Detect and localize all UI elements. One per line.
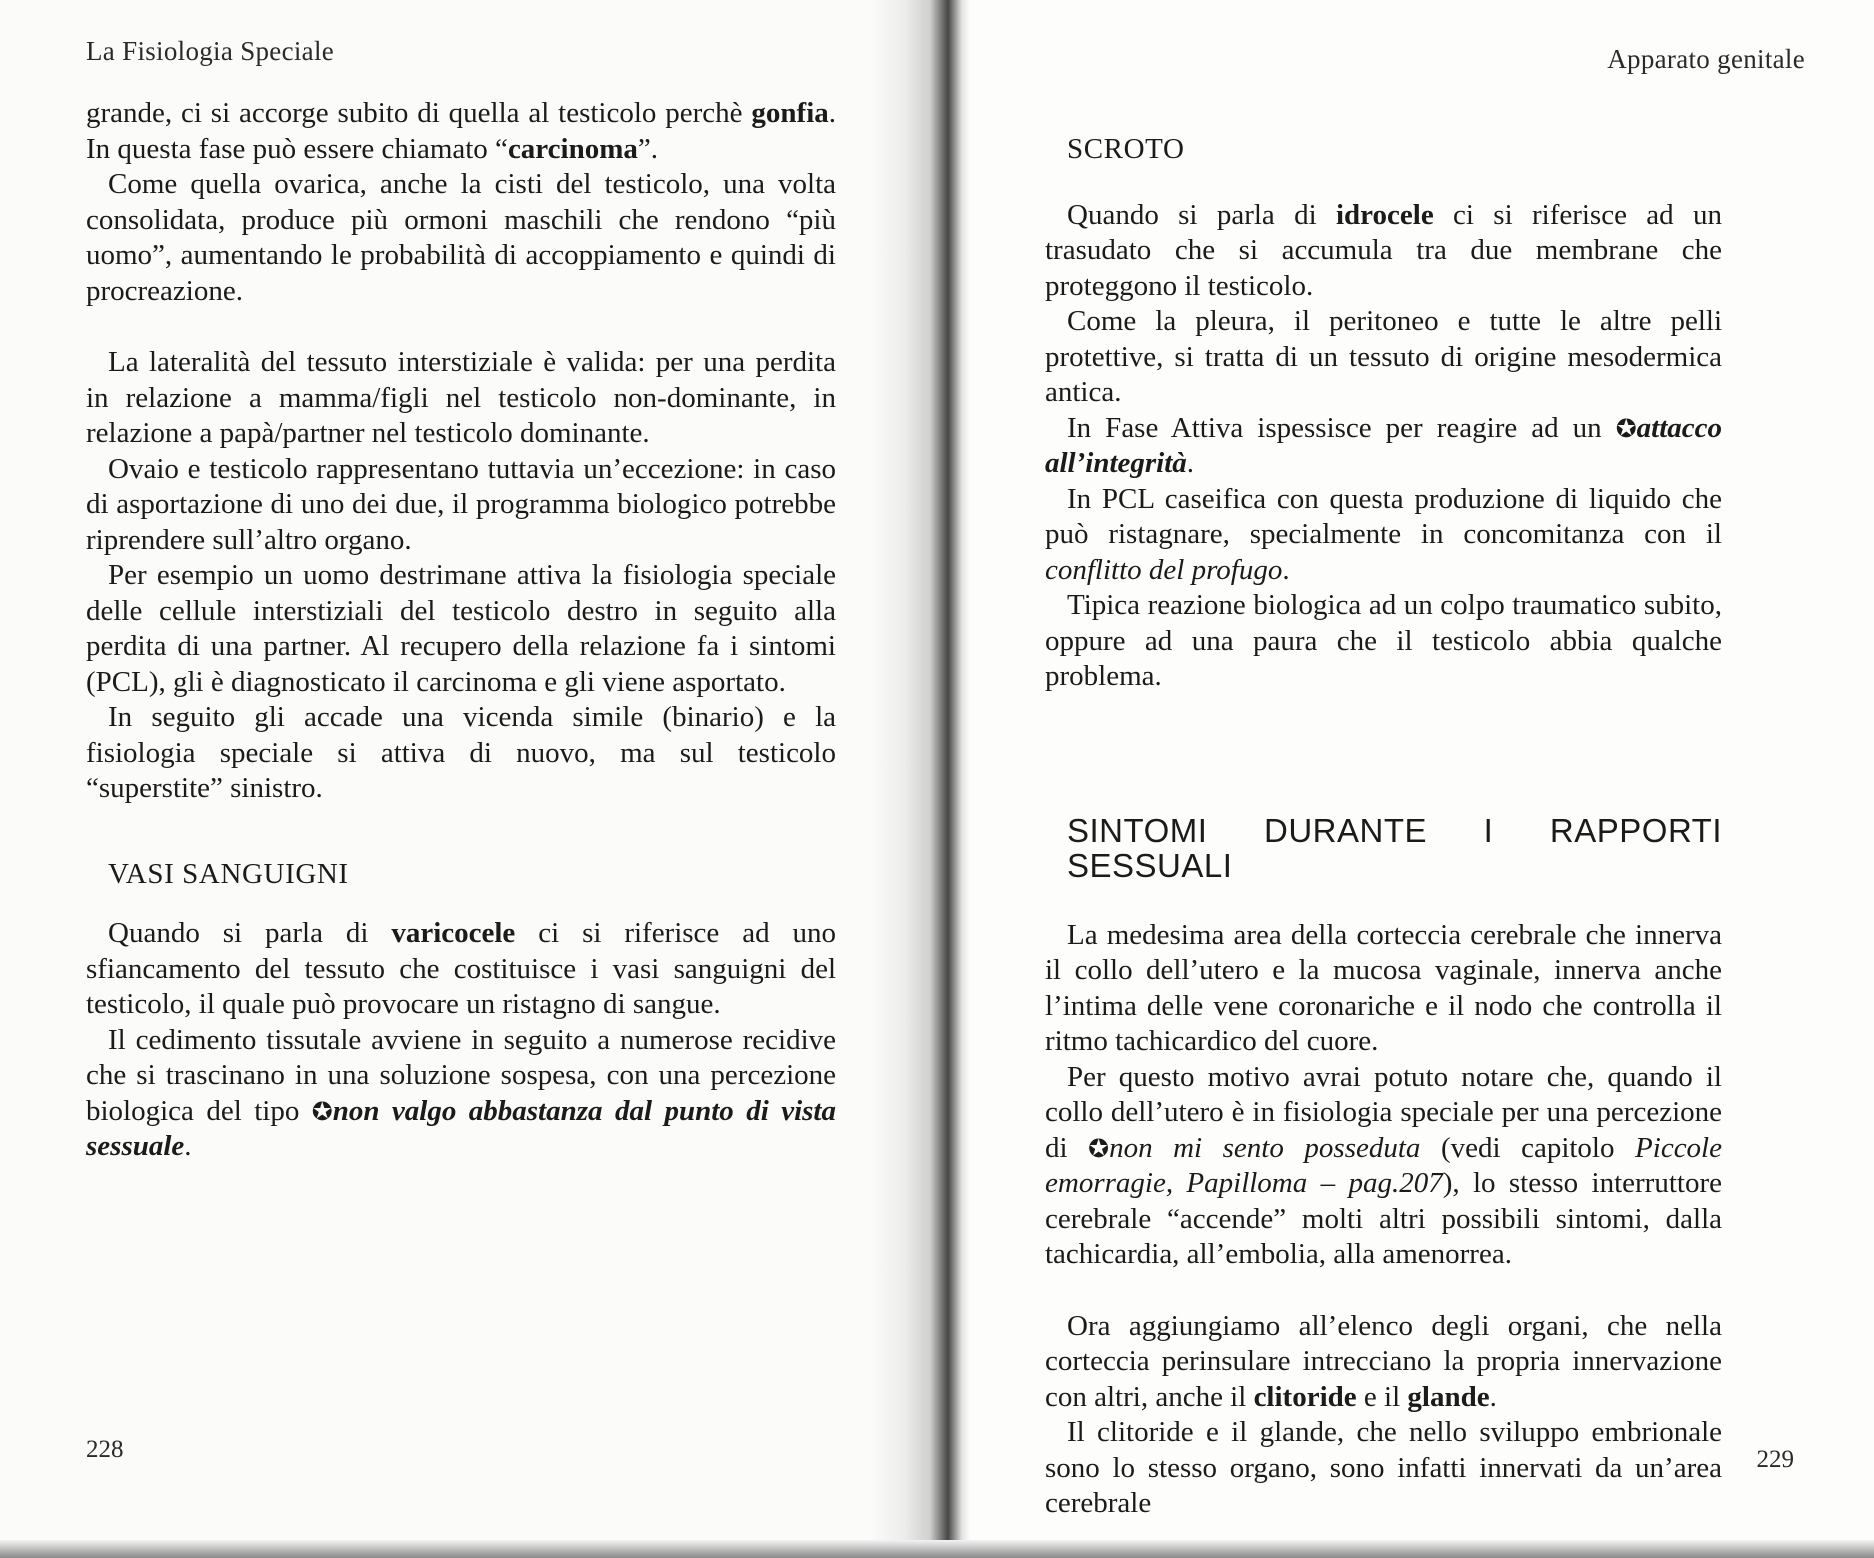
paragraph: La medesima area della corteccia cerebrale che innerva il collo dell’utero e la mucosa vaginale, innerva anche l’intima delle vene coronariche e il nodo che controlla il ritmo tachicardico del cuore. [1045,918,1722,1057]
section-heading: SINTOMI DURANTE I RAPPORTI SESSUALI [1067,811,1722,884]
star-icon: ✪ [311,1096,333,1126]
left-text-block [86,96,836,1165]
section-heading: VASI SANGUIGNI [108,857,349,890]
paragraph: grande, ci si accorge subito di quella al testicolo perchè gonfia. In questa fase può essere chiamato “carcinoma”. [86,97,836,165]
section-heading: SCROTO [1067,133,1185,165]
bold-term: varicocele [391,917,516,949]
running-head: Apparato genitale [1607,44,1805,74]
bold-italic-phrase: attacco all’integrità [1045,411,1722,479]
scan-bottom-edge [0,1540,1874,1558]
paragraph: Come quella ovarica, anche la cisti del testicolo, una volta consolidata, produce più ormoni maschili che rendono “più uomo”, aumentando le probabilità di accoppiamento e quindi di procreazione. [86,168,836,307]
paragraph: Ovaio e testicolo rappresentano tuttavia un’eccezione: in caso di asportazione di uno dei due, il programma biologico potrebbe riprendere sull’altro organo. [86,452,836,556]
paragraph: In PCL caseifica con questa produzione di liquido che può ristagnare, specialmente in concomitanza con il conflitto del profugo. [1045,482,1722,586]
paragraph: Quando si parla di idrocele ci si riferisce ad un trasudato che si accumula tra due membrane che proteggono il testicolo. [1045,198,1722,302]
paragraph: In seguito gli accade una vicenda simile (binario) e la fisiologia speciale si attiva di nuovo, ma sul testicolo “superstite” sinistro. [86,701,836,804]
paragraph: In Fase Attiva ispessisce per reagire ad un ✪attacco all’integrità. [1045,411,1722,479]
right-page [925,0,1874,1558]
page-number: 229 [1756,1446,1794,1473]
paragraph: Per esempio un uomo destrimane attiva la fisiologia speciale delle cellule interstiziali del testicolo destro in seguito alla perdita di una partner. Al recupero della relazione fa i sintomi (PCL), gli è diagnosticato il carcinoma e gli viene asportato. [86,559,836,698]
left-page [0,0,925,1558]
star-icon: ✪ [1615,413,1637,443]
bold-term: glande [1407,1380,1490,1413]
paragraph: La lateralità del tessuto interstiziale è valida: per una perdita in relazione a mamma/figli nel testicolo non-dominante, in relazione a papà/partner nel testicolo dominante. [86,346,836,449]
paragraph: Il cedimento tissutale avviene in seguito a numerose recidive che si trascinano in una soluzione sospesa, con una percezione biologica del tipo ✪non valgo abbastanza dal punto di vista sessuale. [86,1023,836,1162]
paragraph: Ora aggiungiamo all’elenco degli organi, che nella corteccia perinsulare intrecciano la propria innervazione con altri, anche il clitoride e il glande. [1045,1309,1722,1413]
page-number: 228 [86,1436,124,1463]
paragraph: Tipica reazione biologica ad un colpo traumatico subito, oppure ad una paura che il testicolo abbia qualche problema. [1045,589,1722,692]
bold-term: gonfia [751,97,829,129]
italic-phrase: Piccole emorragie, Papilloma – pag.207 [1045,1131,1722,1199]
bold-italic-phrase: non valgo abbastanza dal punto di vista sessuale [86,1094,836,1162]
bold-term: idrocele [1336,198,1434,231]
right-text-block [1045,132,1722,1522]
star-icon: ✪ [1088,1133,1110,1163]
paragraph: Come la pleura, il peritoneo e tutte le altre pelli protettive, si tratta di un tessuto di origine mesodermica antica. [1045,305,1722,408]
italic-phrase: conflitto del profugo [1045,553,1283,586]
paragraph: Quando si parla di varicocele ci si riferisce ad uno sfiancamento del tessuto che costituisce i vasi sanguigni del testicolo, il quale può provocare un ristagno di sangue. [86,917,836,1020]
bold-term: carcinoma [507,132,638,165]
paragraph: Per questo motivo avrai potuto notare che, quando il collo dell’utero è in fisiologia speciale per una percezione di ✪non mi sento posseduta (vedi capitolo Piccole emorragie, Papilloma – pag.207), lo stesso interruttore cerebrale “accende” molti altri possibili sintomi, dalla tachicardia, all’embolia, alla amenorrea. [1045,1060,1722,1270]
book-spine-shadow [870,0,970,1558]
paragraph: Il clitoride e il glande, che nello sviluppo embrionale sono lo stesso organo, sono infatti innervati da un’area cerebrale [1045,1416,1722,1519]
running-head: La Fisiologia Speciale [86,36,335,66]
italic-phrase: non mi sento posseduta [1109,1131,1421,1164]
bold-term: clitoride [1253,1380,1357,1413]
